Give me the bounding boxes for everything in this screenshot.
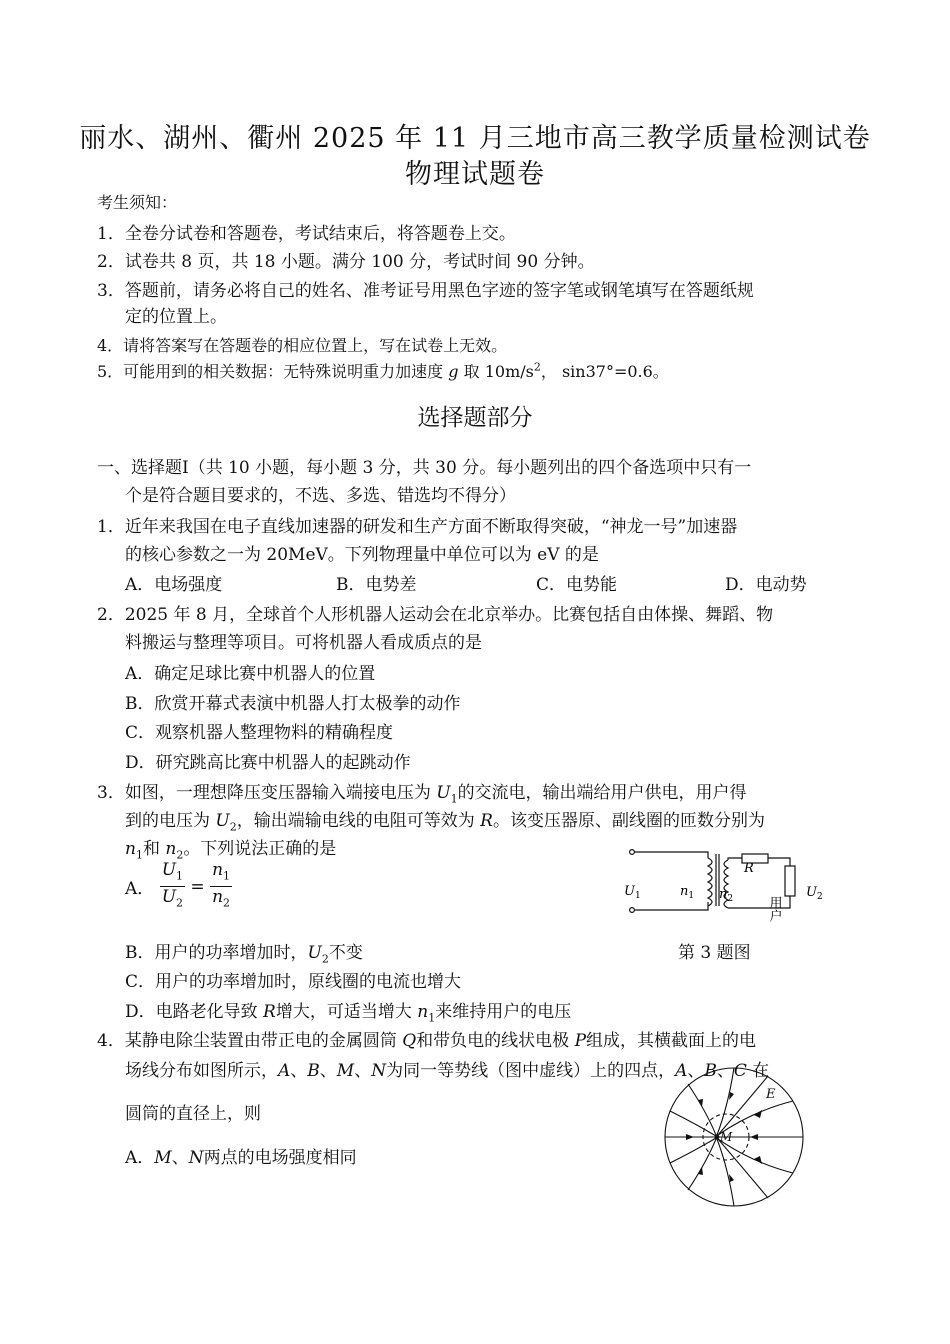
q1-option-d: D．电动势 — [725, 575, 807, 595]
exam-subtitle: 物理试题卷 — [405, 159, 545, 190]
input-terminal-top — [630, 850, 635, 855]
primary-coil — [708, 858, 712, 906]
notice-item-5: 5．可能用到的相关数据：无特殊说明重力加速度 g 取 $10m/s^2$， sin37°=0.6。 — [97, 360, 669, 381]
exam-title: 丽水、湖州、衢州 2025 年 11 月三地市高三教学质量检测试卷 — [79, 123, 871, 154]
notice-item-1: 1．全卷分试卷和答题卷，考试结束后，将答题卷上交。 — [97, 224, 516, 244]
q3-stem-cont-2: $n_1$和 $n_2$。下列说法正确的是 — [125, 839, 337, 862]
notice-item-3-cont: 定的位置上。 — [125, 307, 227, 327]
label-E: E — [766, 1087, 776, 1102]
q2-option-a: A．确定足球比赛中机器人的位置 — [125, 664, 376, 684]
q3-option-a: A． $\frac{U_1}{U_2}$ = $\frac{n_1}{n_2}$ — [125, 860, 232, 914]
q1-stem-cont: 的核心参数之一为 20MeV。下列物理量中单位可以为 eV 的是 — [125, 545, 599, 565]
q3-stem-cont: 到的电压为 $U_2$，输出端输电线的电阻可等效为 R。该变压器原、副线圈的匝数分别为 — [125, 811, 765, 834]
section-title: 选择题部分 — [417, 405, 533, 431]
label-U2: $U_2$ — [806, 885, 823, 902]
label-user: 用户 — [766, 896, 782, 922]
q2-option-d: D．研究跳高比赛中机器人的起跳动作 — [125, 753, 411, 773]
q3-fraction-left: $\frac{U_1}{U_2}$ — [161, 860, 184, 910]
q3-transformer-figure — [620, 838, 835, 923]
part1-instructions: 一、选择题Ⅰ（共 10 小题，每小题 3 分，共 30 分。每小题列出的四个备选项中只有一 — [97, 458, 752, 478]
q4-stem-cont: 场线分布如图所示，A、B、M、N为同一等势线（图中虚线）上的四点，A、B、C 在 — [125, 1061, 770, 1081]
notice-heading: 考生须知： — [97, 193, 178, 212]
q1-option-b: B．电势差 — [336, 575, 417, 595]
electrode-P — [715, 1135, 720, 1140]
notice-item-4: 4．请将答案写在答题卷的相应位置上，写在试卷上无效。 — [97, 336, 508, 355]
q3-stem: 3．如图，一理想降压变压器输入端接电压为 $U_1$的交流电，输出端给用户供电，用户得 — [97, 783, 747, 806]
label-n1: $n_1$ — [680, 884, 695, 901]
q2-stem: 2．2025 年 8 月，全球首个人形机器人运动会在北京举办。比赛包括自由体操、舞蹈、物 — [97, 605, 774, 625]
q4-stem: 4．某静电除尘装置由带正电的金属圆筒 Q和带负电的线状电极 P组成，其横截面上的电 — [97, 1031, 757, 1051]
q2-stem-cont: 料搬运与整理等项目。可将机器人看成质点的是 — [125, 633, 482, 653]
q3-option-b: B．用户的功率增加时，$U_2$不变 — [125, 943, 363, 966]
part1-instructions-cont: 个是符合题目要求的，不选、多选、错选均不得分） — [125, 486, 516, 506]
label-M: M — [720, 1130, 733, 1144]
q4-option-a: A．M、N两点的电场强度相同 — [125, 1148, 357, 1168]
q3-option-d: D．电路老化导致 R增大，可适当增大 $n_1$来维持用户的电压 — [125, 1002, 572, 1025]
q2-option-b: B．欣赏开幕式表演中机器人打太极拳的动作 — [125, 694, 461, 714]
notice-item-2: 2．试卷共 8 页，共 18 小题。满分 100 分，考试时间 90 分钟。 — [97, 252, 595, 272]
label-n2: $n_2$ — [719, 887, 734, 904]
q1-stem: 1．近年来我国在电子直线加速器的研发和生产方面不断取得突破，“神龙一号”加速器 — [97, 517, 738, 537]
input-terminal-bottom — [630, 908, 635, 913]
user-load — [785, 866, 795, 896]
notice-item-3: 3．答题前，请务必将自己的姓名、准考证号用黑色字迹的签字笔或钢笔填写在答题纸规 — [97, 281, 754, 301]
q4-field-figure — [658, 1066, 810, 1208]
label-R: R — [744, 861, 754, 876]
q3-option-c: C．用户的功率增加时，原线圈的电流也增大 — [125, 972, 462, 992]
q4-stem-cont-2: 圆筒的直径上，则 — [125, 1104, 261, 1124]
label-U1: $U_1$ — [624, 884, 641, 901]
q3-figure-caption: 第 3 题图 — [678, 943, 751, 963]
q1-option-c: C．电势能 — [536, 575, 618, 595]
q2-option-c: C．观察机器人整理物料的精确程度 — [125, 723, 394, 743]
q1-option-a: A．电场强度 — [125, 575, 223, 595]
q3-fraction-right: $\frac{n_1}{n_2}$ — [212, 860, 231, 910]
